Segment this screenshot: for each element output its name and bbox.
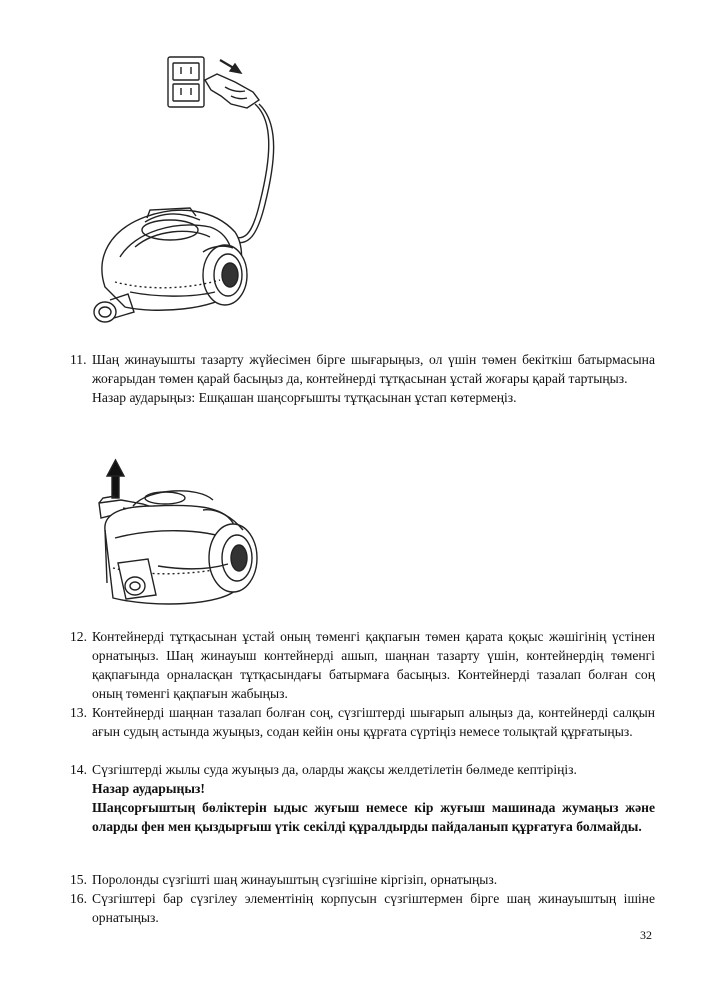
item-text: Поролонды сүзгішті шаң жинауыштың сүзгішіне кіргізіп, орнатыңыз.	[92, 872, 498, 887]
item-number: 16.	[70, 891, 87, 906]
item-text: Контейнерді тұтқасынан ұстай оның төменгі қақпағын төмен қарата қоқыс жәшігінің үстінен орнатыңыз. Шаң жинауыш контейнерді ашып, шаңнан тазарту үшін, контейнердің төменгі қақпағында орналасқан тұтқасындағы батырмаға басыңыз. Контейнерді тазалап болған соң оның төменгі қақпағын жабыңыз.	[92, 629, 655, 701]
instruction-item-13	[70, 703, 655, 741]
item-number: 11.	[70, 352, 87, 367]
item-text: Контейнерді шаңнан тазалап болған соң, сүзгіштерді шығарып алыңыз да, контейнерді салқын ағын судың астында жуыңыз, содан кейін оны құрғата сүртіңіз немесе толықтай құрғатыңыз.	[92, 705, 655, 739]
instruction-item-12	[70, 627, 655, 703]
figure-lift-container	[93, 458, 273, 618]
item-number: 12.	[70, 629, 87, 644]
item-text: Сүзгіштері бар сүзгілеу элементінің корпусын сүзгіштермен бірге шаң жинауыштың ішіне орнатыңыз.	[92, 891, 655, 925]
instruction-item-11	[70, 350, 655, 407]
item-number: 13.	[70, 705, 87, 720]
figure-unplug-vacuum	[85, 52, 285, 327]
page-number: 32	[640, 928, 652, 942]
instruction-item-15	[70, 870, 655, 889]
item-number: 15.	[70, 872, 87, 887]
item-text: Шаң жинауышты тазарту жүйесімен бірге шығарыңыз, ол үшін төмен бекіткіш батырмасына жоғарыдан төмен қарай басыңыз да, контейнерді тұтқасынан ұстай жоғары қарай тартыңыз.	[92, 352, 655, 386]
instruction-item-14	[70, 760, 655, 836]
warning-text: Шаңсорғыштың бөліктерін ыдыс жуғыш немесе кір жуғыш машинада жумаңыз және оларды фен мен қыздырғыш үтік секілді құралдырды пайдаланып құрғатуға болмайды.	[92, 800, 655, 834]
item-number: 14.	[70, 762, 87, 777]
instruction-item-16	[70, 889, 655, 927]
item-note: Назар аударыңыз: Ешқашан шаңсорғышты тұтқасынан ұстап көтермеңіз.	[92, 390, 517, 405]
item-text: Сүзгіштерді жылы суда жуыңыз да, оларды жақсы желдетілетін бөлмеде кептіріңіз.	[92, 762, 577, 777]
warning-title: Назар аударыңыз!	[92, 781, 205, 796]
